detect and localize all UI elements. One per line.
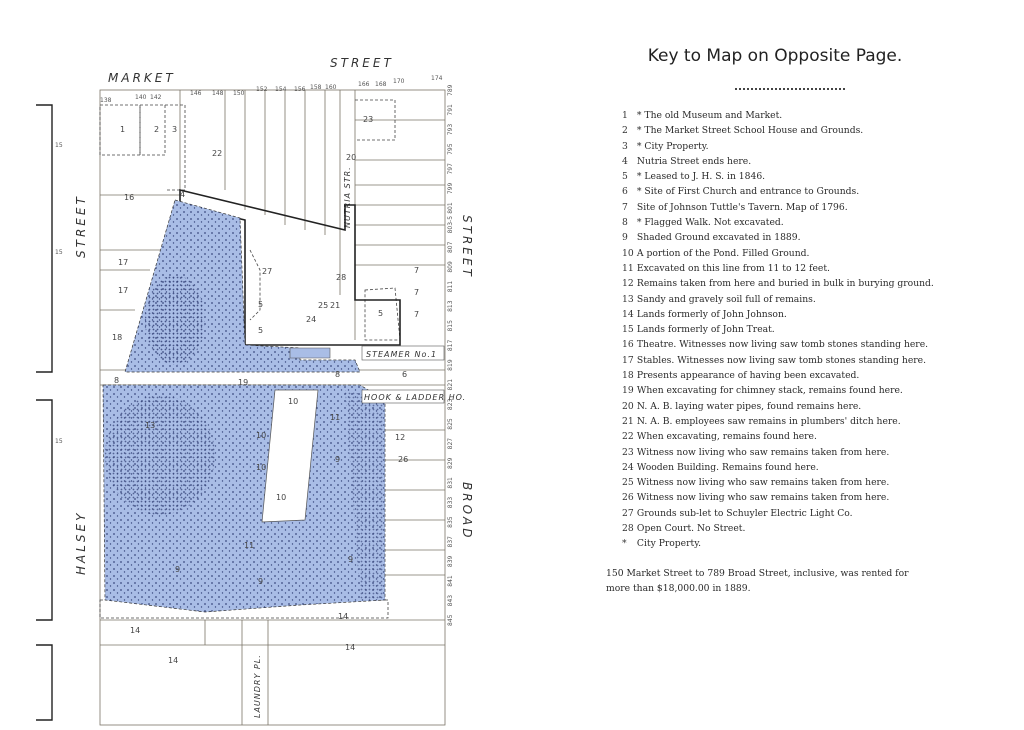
address-number: 801: [447, 202, 454, 214]
lot-label: 25: [318, 301, 329, 310]
broad-street-numbers: [447, 84, 454, 626]
address-number: 837: [447, 536, 454, 548]
key-item: [622, 475, 934, 490]
key-item-text: Witness now living who saw remains taken from here.: [636, 446, 890, 458]
key-item: [622, 215, 934, 230]
key-item: [622, 399, 934, 414]
address-number: 789: [447, 84, 454, 96]
key-item-number: 24: [622, 461, 634, 473]
lot-label: 10: [276, 493, 287, 502]
key-note-line: more than $18,000.00 in 1889.: [606, 583, 751, 594]
address-number: 843: [447, 594, 454, 607]
steamer-label: STEAMER No.1: [366, 350, 438, 359]
lot-label: 3: [172, 125, 178, 134]
key-item: [622, 276, 934, 291]
key-item-text: * The Market Street School House and Grounds.: [636, 125, 864, 137]
address-number: 154: [275, 86, 287, 93]
key-item: [622, 368, 934, 383]
address-number: 140: [135, 94, 147, 101]
lot-label: 17: [118, 258, 129, 267]
key-item-number: 4: [622, 155, 628, 167]
key-item-text: * Leased to J. H. S. in 1846.: [636, 171, 766, 183]
lot-label: 19: [238, 378, 249, 387]
lot-label: 7: [414, 310, 420, 319]
hook-ladder-label: HOOK & LADDER HO.: [364, 393, 467, 402]
address-number: 813: [447, 300, 454, 312]
key-item: [622, 261, 934, 276]
address-number: 138: [100, 97, 112, 104]
address-number: 831: [447, 477, 454, 489]
key-item-number: 17: [622, 354, 634, 366]
scale-mark: 15: [55, 249, 63, 256]
key-item-text: * Site of First Church and entrance to Grounds.: [636, 186, 860, 198]
lot-label: 10: [256, 431, 267, 440]
key-item-number: *: [622, 538, 627, 550]
street-label-laundry: LAUNDRY PL.: [253, 654, 262, 718]
key-item-text: * Flagged Walk. Not excavated.: [636, 217, 784, 229]
key-item: [622, 322, 934, 337]
address-number: 815: [447, 320, 454, 332]
key-item-text: Remains taken from here and buried in bulk in burying ground.: [636, 278, 934, 290]
key-item-number: 2: [622, 125, 628, 137]
key-item-text: Excavated on this line from 11 to 12 feet.: [636, 262, 830, 274]
key-item-text: Open Court. No Street.: [636, 523, 746, 535]
key-item: [622, 246, 934, 261]
key-item-text: Lands formerly of John Treat.: [636, 324, 775, 336]
address-number: 839: [447, 555, 454, 568]
lot-label: 12: [395, 433, 406, 442]
lot-label: 10: [288, 397, 299, 406]
address-number: 817: [447, 339, 454, 352]
key-item: [622, 307, 934, 322]
key-item: [622, 184, 934, 199]
address-number: 146: [190, 90, 202, 97]
lot-label: 17: [118, 286, 129, 295]
key-title: Key to Map on Opposite Page.: [647, 46, 903, 66]
key-item-number: 25: [622, 477, 634, 489]
address-number: 833: [447, 496, 454, 509]
lot-label: 4: [180, 190, 186, 199]
lot-label: 7: [414, 288, 420, 297]
key-item-number: 15: [622, 324, 634, 336]
key-item-number: 13: [622, 293, 634, 305]
address-number: 793: [447, 123, 454, 136]
key-item-number: 20: [622, 400, 634, 412]
key-item-number: 11: [622, 262, 634, 274]
key-item: [622, 536, 934, 551]
key-item-number: 12: [622, 278, 634, 290]
key-item: [622, 139, 934, 154]
excavated-ground: [103, 200, 385, 612]
key-item-number: 8: [622, 217, 628, 229]
address-number: 811: [447, 280, 454, 293]
key-item: [622, 230, 934, 245]
key-item-number: 5: [622, 171, 628, 183]
lot-label: 13: [145, 421, 156, 430]
key-item: [622, 414, 934, 429]
key-item-number: 3: [622, 140, 628, 152]
key-item: [622, 521, 934, 536]
address-number: 821: [447, 378, 454, 391]
address-number: 170: [393, 78, 405, 85]
lot-label: 21: [330, 301, 341, 310]
key-item-text: Lands formerly of John Johnson.: [636, 308, 787, 320]
lot-label: 24: [306, 315, 317, 324]
address-number: 841: [447, 575, 454, 587]
address-number: 791: [447, 104, 454, 116]
street-label-market: MARKET: [108, 71, 176, 85]
street-label-nutria: NUTRIA STR.: [343, 166, 352, 228]
key-item: [622, 383, 934, 398]
address-number: 809: [447, 261, 454, 273]
address-number: 823: [447, 398, 454, 411]
key-note: [606, 566, 946, 596]
key-item-number: 10: [622, 247, 634, 259]
scale-mark: 15: [55, 438, 63, 445]
key-item: [622, 154, 934, 169]
address-number: 168: [375, 81, 387, 88]
lot-label: 10: [256, 463, 267, 472]
key-item-number: 18: [622, 370, 634, 382]
address-number: 829: [447, 457, 454, 469]
lot-label: 14: [338, 612, 349, 621]
lot-label: 6: [402, 370, 408, 379]
key-item-text: * The old Museum and Market.: [636, 110, 783, 121]
key-item-text: When excavating for chimney stack, remains found here.: [636, 385, 903, 397]
address-number: 797: [447, 163, 454, 175]
lot-label: 20: [346, 153, 357, 162]
scale-mark: 15: [55, 142, 63, 149]
lot-label: 14: [168, 656, 179, 665]
key-item-number: 21: [622, 415, 634, 427]
key-item: [622, 337, 934, 352]
key-item: [622, 169, 934, 184]
key-item-number: 28: [622, 523, 634, 535]
key-item-text: Grounds sub-let to Schuyler Electric Light Co.: [636, 507, 853, 519]
address-number: 160: [325, 84, 337, 91]
key-item: [622, 292, 934, 307]
street-label-halsey-street: STREET: [74, 194, 88, 258]
lot-label: 9: [258, 577, 264, 586]
key-item-text: A portion of the Pond. Filled Ground.: [636, 247, 810, 259]
address-number: 156: [294, 86, 306, 93]
key-item-text: N. A. B. laying water pipes, found remains here.: [636, 400, 862, 412]
key-item-number: 16: [622, 339, 634, 351]
lot-label: 26: [398, 455, 409, 464]
key-item: [622, 506, 934, 521]
lot-label: 22: [212, 149, 223, 158]
lot-label: 27: [262, 267, 273, 276]
key-item: [622, 445, 934, 460]
lot-label: 18: [112, 333, 123, 342]
key-item: [622, 108, 934, 123]
lot-label: 14: [130, 626, 141, 635]
address-number: 152: [256, 86, 268, 93]
key-item-number: 7: [622, 201, 628, 213]
lot-label: 23: [363, 115, 374, 124]
address-number: 807: [447, 241, 454, 254]
key-divider: [735, 88, 845, 90]
key-item-text: Stables. Witnesses now living saw tomb stones standing here.: [636, 354, 927, 366]
address-number: 799: [447, 182, 454, 195]
key-item-text: N. A. B. employees saw remains in plumbers' ditch here.: [636, 415, 901, 427]
lot-label: 8: [114, 376, 120, 385]
street-label-broad-street: STREET: [460, 215, 474, 279]
street-label-halsey: HALSEY: [74, 510, 88, 575]
address-number: 803-5: [447, 215, 454, 234]
lot-label: 7: [414, 266, 420, 275]
lot-label: 2: [154, 125, 160, 134]
key-item: [622, 200, 934, 215]
key-item-text: Sandy and gravely soil full of remains.: [636, 293, 816, 305]
key-note-line: 150 Market Street to 789 Broad Street, inclusive, was rented for: [606, 568, 909, 579]
lot-label: 8: [335, 370, 341, 379]
address-number: 142: [150, 94, 162, 101]
address-number: 827: [447, 437, 454, 450]
lot-label: 5: [258, 300, 264, 309]
key-item-text: Site of Johnson Tuttle's Tavern. Map of 1796.: [636, 201, 848, 213]
key-item-text: * City Property.: [636, 140, 709, 152]
key-item-number: 1: [622, 110, 628, 121]
key-item-number: 27: [622, 507, 634, 519]
key-list: [622, 108, 934, 552]
key-item-text: Nutria Street ends here.: [636, 155, 752, 167]
lot-label: 9: [175, 565, 181, 574]
key-item-text: Witness now living who saw remains taken from here.: [636, 477, 890, 489]
lot-label: 1: [120, 125, 126, 134]
key-item-text: Presents appearance of having been excavated.: [636, 370, 860, 382]
lot-label: 5: [378, 309, 384, 318]
scale-brackets: [36, 105, 52, 720]
key-item-number: 9: [622, 232, 628, 244]
address-number: 174: [431, 75, 443, 82]
street-label-market-2: STREET: [330, 56, 394, 70]
lot-label: 9: [348, 555, 354, 564]
key-item-number: 14: [622, 308, 634, 320]
key-item: [622, 429, 934, 444]
lot-label: 11: [244, 541, 255, 550]
lot-label: 11: [330, 413, 341, 422]
key-item: [622, 123, 934, 138]
address-number: 166: [358, 81, 370, 88]
address-number: 835: [447, 516, 454, 528]
lot-label: 14: [345, 643, 356, 652]
key-item-text: Wooden Building. Remains found here.: [636, 461, 819, 473]
key-item-text: City Property.: [636, 538, 702, 550]
key-item-number: 26: [622, 492, 634, 504]
key-item-text: Theatre. Witnesses now living saw tomb stones standing here.: [636, 339, 929, 351]
address-number: 825: [447, 418, 454, 430]
lot-label: 16: [124, 193, 135, 202]
lot-label: 9: [335, 455, 341, 464]
lot-label: 28: [336, 273, 347, 282]
address-number: 845: [447, 614, 454, 626]
key-item: [622, 353, 934, 368]
key-item-number: 23: [622, 446, 634, 458]
street-label-broad: BROAD: [460, 482, 474, 541]
key-item-number: 22: [622, 431, 634, 443]
address-number: 148: [212, 90, 224, 97]
address-number: 158: [310, 84, 322, 91]
key-item-number: 19: [622, 385, 634, 397]
lot-label: 5: [258, 326, 264, 335]
key-item-number: 6: [622, 186, 628, 198]
key-item: [622, 460, 934, 475]
address-number: 150: [233, 90, 245, 97]
building-labels: [362, 346, 466, 403]
address-number: 795: [447, 143, 454, 155]
key-item: [622, 490, 934, 505]
key-item-text: Witness now living who saw remains taken from here.: [636, 492, 890, 504]
address-number: 819: [447, 359, 454, 371]
key-item-text: Shaded Ground excavated in 1889.: [636, 232, 801, 244]
key-item-text: When excavating, remains found here.: [636, 431, 817, 443]
